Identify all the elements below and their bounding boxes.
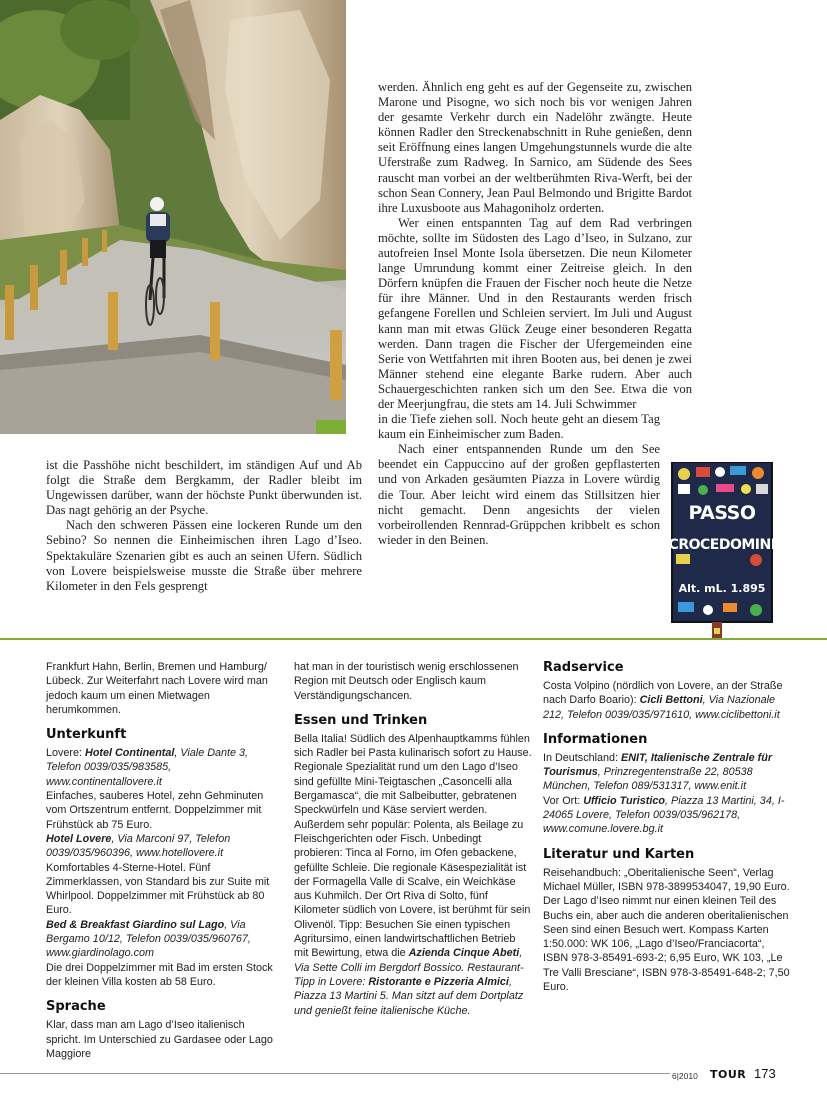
info-local-entry bbox=[543, 794, 791, 837]
heading-informationen: Informationen bbox=[543, 731, 648, 747]
article-paragraph: werden. Ähnlich eng geht es auf der Gegenseite zu, zwischen Marone und Pisogne, wo sich noch bis vor wenigen Jahren der gesamte Verkehr durch ein Nadelöhr zwängte. Heute können Radler den Streckenabschnitt in Ruhe genießen, denn seit Eröffnung eines langen Umgehungstunnels wurde die alte Uferstraße zum Radweg. In Sarnico, am Südende des Sees rauscht man vorbei an der weltberühmten Riva-Werft, bei der schon Sean Connery, Jean Paul Belmondo und Brigitte Bardot ihre Luxusboote aus Mahagoniholz orderten. bbox=[378, 80, 692, 215]
hotel-name: Hotel Continental bbox=[85, 747, 175, 760]
location-prefix: Lovere: bbox=[46, 747, 86, 760]
radservice-entry bbox=[543, 679, 791, 722]
magazine-name: TOUR bbox=[710, 1068, 747, 1081]
hotel-description: Einfaches, sauberes Hotel, zehn Gehminuten vom Ortszentrum entfernt. Doppelzimmer mit Frühstück ab 75 Euro. bbox=[46, 790, 264, 831]
article-paragraph: in die Tiefe ziehen soll. Noch heute geht an diesem Tag kaum ein Einheimischer zum Baden. bbox=[378, 412, 660, 442]
hotel-address: , Via Bergamo 10/12, Telefon 0039/035/960767, www.giardinolago.com bbox=[46, 918, 251, 960]
tourism-office-address: , Prinzregentenstraße 22, 80538 München, Telefon 089/531317, www.enit.it bbox=[543, 766, 753, 793]
info-column-3 bbox=[543, 660, 791, 994]
heading-sprache: Sprache bbox=[46, 999, 106, 1015]
passo-crocedomini-sign-photo bbox=[668, 462, 776, 640]
article-paragraph: Wer einen entspannten Tag auf dem Rad verbringen möchte, sollte im Südosten des Lago d’Iseo, in Sulzano, zur autofreien Insel Monte Isola übersetzen. Die neun Kilometer lange Umrundung kommt einer Zeitreise gleich. In den Dörfern knüpfen die Frauen der Fischer noch heute die Netze für ihre Männer. Und in den Restaurants werden frisch gefangene Forellen und Schleien serviert. Im Juli und August kann man mit etwas Glück Zeuge einer besonderen Regatta werden. Dann tragen die Fischer der Ufergemeinden eine Serie von Wettfahrten mit ihren Booten aus, bei denen je zwei Männer stehend eine elegante Barke rudern. Aber auch Schauergeschichten ranken sich um den See. Etwa die von der Meerjungfrau, die stets am 14. Juli Schwimmer bbox=[378, 215, 692, 411]
sign-line-altitude: Alt. mL. 1.895 bbox=[678, 582, 766, 595]
hotel-description: Die drei Doppelzimmer mit Bad im ersten Stock der kleinen Villa kosten ab 58 Euro. bbox=[46, 961, 273, 988]
page-number: 173 bbox=[754, 1066, 776, 1081]
restaurant-address: , Piazza 13 Martini 5. Man sitzt auf dem Dortplatz und genießt feine italienische Küche. bbox=[294, 975, 524, 1017]
radservice-text: Costa Volpino (nördlich von Lovere, an der Straße nach Darfo Boario): bbox=[543, 680, 783, 707]
hotel-name: Bed & Breakfast Giardino sul Lago bbox=[46, 918, 225, 931]
tourism-office-name: ENIT, Italienische Zentrale für Tourismus bbox=[543, 751, 773, 779]
heading-unterkunft: Unterkunft bbox=[46, 727, 127, 743]
restaurant-name: Ristorante e Pizzeria Almici bbox=[368, 975, 509, 988]
info-column-1 bbox=[46, 660, 281, 1061]
tourism-office-address: , Piazza 13 Martini, 34, I-24065 Lovere, Telefon 0039/035/962178, www.comune.lovere.bg.it bbox=[543, 794, 785, 836]
restaurant-name: Azienda Cinque Abeti bbox=[408, 947, 520, 960]
article-paragraph: Nach den schweren Pässen eine lockeren Runde um den Sebino? So nennen die Einheimischen ihren Lago d’Iseo. Spektakuläre Szenarien gibt es auch an seinen Ufern. Südlich von Lovere beispielsweise musste die Straße über mehrere Kilometer in den Fels gesprengt bbox=[46, 518, 362, 593]
hotel-continental-entry bbox=[46, 746, 281, 789]
sign-line-passo: PASSO bbox=[688, 502, 756, 524]
bnb-entry bbox=[46, 918, 281, 961]
article-column-right bbox=[378, 80, 692, 548]
sprache-text: Klar, dass man am Lago d’Iseo italienisch spricht. Im Unterschied zu Gardasee oder Lago Maggiore bbox=[46, 1019, 273, 1060]
page-footer bbox=[0, 1065, 827, 1095]
info-travel-intro: Frankfurt Hahn, Berlin, Bremen und Hamburg/ Lübeck. Zur Weiterfahrt nach Lovere wird man jedoch kaum um einen Mietwagen herumkommen. bbox=[46, 661, 268, 716]
info-column-2 bbox=[294, 660, 532, 1018]
hotel-name: Hotel Lovere bbox=[46, 832, 112, 845]
literatur-text: Reisehandbuch: „Oberitalienische Seen“, Verlag Michael Müller, ISBN 978-3899534047, 19,90 Euro. Der Lago d’Iseo nimmt nur einen kleinen Teil des Buchs ein, aber auch die anderen oberitalienischen Seen sind einen Besuch wert. Kompass Karten 1:50.000: WK 106, „Lago d’Iseo/Franciacorta“, ISBN 978-3-85491-693-2; 6,95 Euro, WK 103, „Le Tre Valli Bresciane“, ISBN 978-3-85491-648-2; 7,50 Euro. bbox=[543, 866, 790, 994]
issue-number: 6|2010 bbox=[672, 1071, 698, 1081]
cyclist-photo bbox=[0, 0, 346, 434]
hotel-description: Komfortables 4-Sterne-Hotel. Fünf Zimmerklassen, von Standard bis zur Suite mit Whirlpool. Doppelzimmer mit Frühstück ab 80 Euro. bbox=[46, 861, 270, 917]
bike-shop-name: Cicli Bettoni bbox=[639, 694, 703, 707]
info-germany-entry bbox=[543, 751, 791, 794]
restaurant-address: , Via Sette Colli im Bergdorf Bossico. Restaurant-Tipp in Lovere: bbox=[294, 947, 524, 988]
location-prefix: Vor Ort: bbox=[543, 794, 584, 807]
heading-literatur-und-karten: Literatur und Karten bbox=[543, 846, 695, 862]
essen-text bbox=[294, 732, 532, 1018]
section-divider bbox=[0, 638, 827, 640]
hotel-address: , Via Marconi 97, Telefon 0039/035/960396, www.hotellovere.it bbox=[46, 832, 231, 860]
location-prefix: In Deutschland: bbox=[543, 751, 622, 764]
sprache-text-continued: hat man in der touristisch wenig erschlossenen Region mit Deutsch oder Englisch kaum Verständigungschancen. bbox=[294, 661, 519, 702]
bike-shop-address: , Via Nazionale 212, Telefon 0039/035/971610, www.ciclibettoni.it bbox=[543, 694, 780, 721]
hotel-lovere-entry bbox=[46, 832, 281, 861]
article-paragraph: Nach einer entspannenden Runde um den See beendet ein Cappuccino auf der großen gepflasterten und von Arkaden gesäumten Piazza in Lovere würdig die Tour. Aber leicht wird einem das Stillsitzen hier nicht gemacht. Denn angesichts der vielen vorbeirollenden Rennrad-Grüppchen kribbelt es schon wieder in den Beinen. bbox=[378, 442, 660, 547]
sign-text-block bbox=[668, 462, 776, 640]
article-column-left bbox=[46, 458, 362, 594]
sign-line-crocedomini: CROCEDOMINI bbox=[668, 537, 776, 553]
heading-essen-und-trinken: Essen und Trinken bbox=[294, 712, 428, 728]
tourism-office-name: Ufficio Turistico bbox=[583, 794, 665, 807]
hotel-address: , Viale Dante 3, Telefon 0039/035/983585, www.continentallovere.it bbox=[46, 747, 249, 788]
article-paragraph: ist die Passhöhe nicht beschildert, im ständigen Auf und Ab folgt die Straße dem Bergkamm, der Radler bleibt im Ungewissen darüber, wann der höchste Punkt überwunden ist. Das nagt gehörig an der Psyche. bbox=[46, 458, 362, 518]
essen-text-part: Bella Italia! Südlich des Alpenhauptkamms fühlen sich Radler bei Pasta kulinarisch sofort zu Hause. Regionale Spezialität rund um den Lago d’Iseo sind gefüllte Mini-Teigtaschen „Casoncelli alla Bergamasca“, die mit Salbeibutter, gebratenen Speckwürfeln und Käse serviert werden. Außerdem sehr populär: Polenta, als Beilage zu Fleischgerichten oder Fisch. Unbedingt probieren: Tinca al Forno, im Ofen gebackene, gefüllte Schleie. Die regionale Käsespezialität ist der Formagella Valle di Scalve, ein Weichkäse aus Kuhmilch. Der Ort Riva di Solto, fünf Kilometer südlich von Lovere, ist berühmt für sein Olivenöl. Tipp: Besuchen Sie einen typischen Agritursimo, einen landwirtschaftlichen Betrieb mit Bewirtung, etwa die bbox=[294, 732, 532, 960]
footer-rule bbox=[0, 1073, 670, 1074]
heading-radservice: Radservice bbox=[543, 660, 624, 675]
article-column-right-narrow bbox=[378, 412, 660, 548]
